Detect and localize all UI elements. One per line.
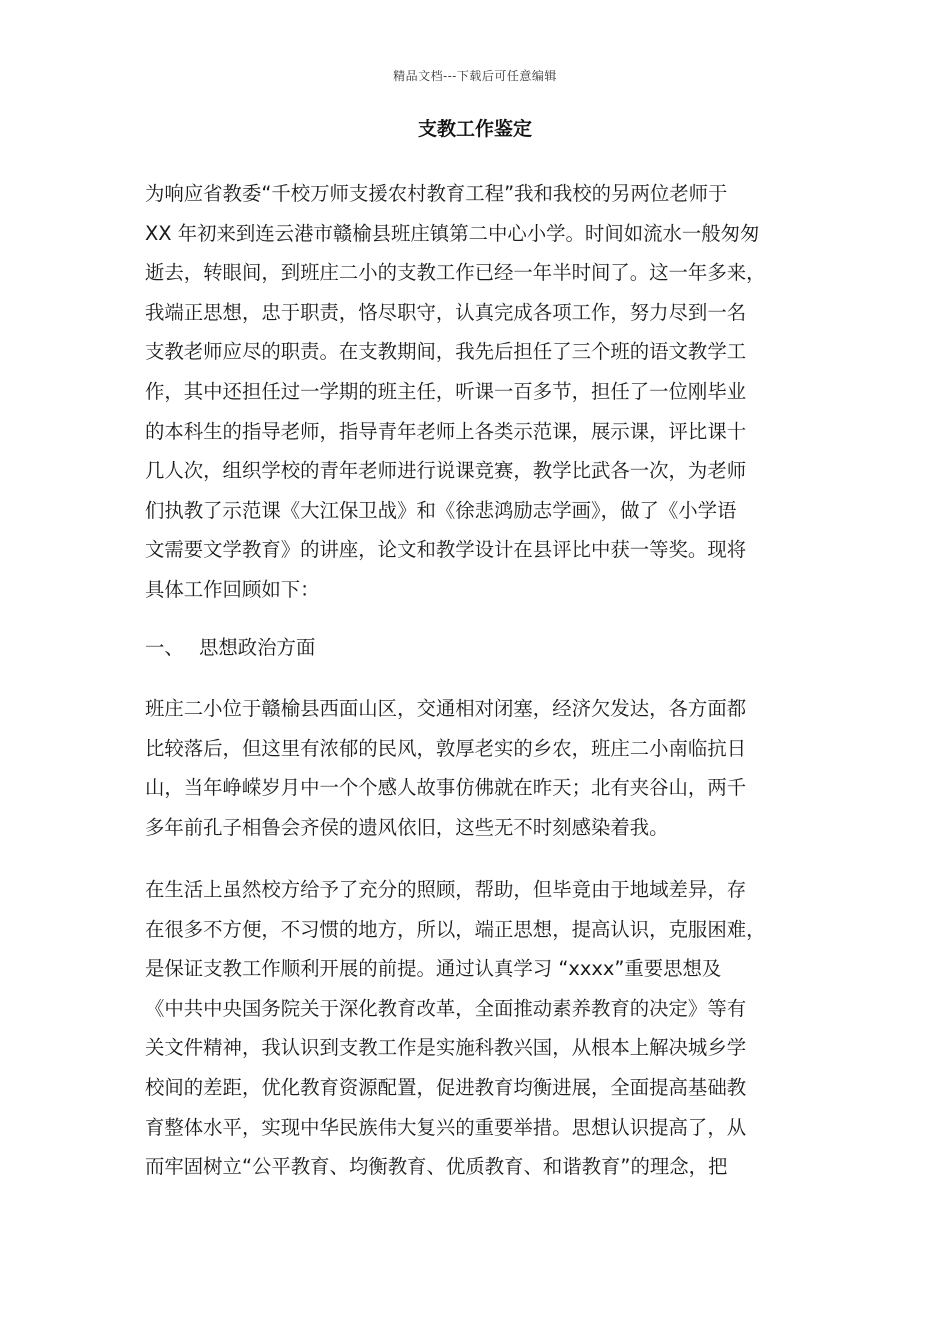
text-line: 《中共中央国务院关于深化教育改革，全面推动素养教育的决定》等有 bbox=[145, 996, 747, 1020]
section-number: 一、 bbox=[145, 636, 184, 659]
text-line: 的本科生的指导老师，指导青年老师上各类示范课，展示课，评比课十 bbox=[145, 419, 747, 443]
text-line: 育整体水平，实现中华民族伟大复兴的重要举措。思想认识提高了，从 bbox=[145, 1115, 747, 1139]
text-line: XX 年初来到连云港市赣榆县班庄镇第二中心小学。时间如流水一般匆匆 bbox=[145, 221, 760, 245]
paragraph-1 bbox=[145, 174, 805, 610]
text-line: 们执教了示范课《大江保卫战》和《徐悲鸿励志学画》，做了《小学语 bbox=[145, 498, 737, 522]
text-line: 文需要文学教育》的讲座，论文和教学设计在县评比中获一等奖。现将 bbox=[145, 538, 747, 562]
section-title: 思想政治方面 bbox=[199, 636, 316, 659]
text-line: 在很多不方便，不习惯的地方，所以，端正思想，提高认识，克服困难， bbox=[145, 917, 766, 941]
text-line: 比较落后，但这里有浓郁的民风，敦厚老实的乡农，班庄二小南临抗日 bbox=[145, 736, 747, 760]
text-line: 为响应省教委“千校万师支援农村教育工程”我和我校的另两位老师于 bbox=[145, 182, 728, 205]
text-line: 在生活上虽然校方给予了充分的照顾，帮助，但毕竟由于地域差异，存 bbox=[145, 878, 747, 901]
section-heading bbox=[145, 628, 315, 668]
text-line: 班庄二小位于赣榆县西面山区，交通相对闭塞，经济欠发达，各方面都 bbox=[145, 697, 747, 720]
paragraph-2 bbox=[145, 689, 805, 847]
text-line: 支教老师应尽的职责。在支教期间，我先后担任了三个班的语文教学工 bbox=[145, 340, 747, 364]
text-line: 具体工作回顾如下： bbox=[145, 577, 320, 601]
text-line: 校间的差距，优化教育资源配置，促进教育均衡进展，全面提高基础教 bbox=[145, 1075, 747, 1099]
header-note: 精品文档---下载后可任意编辑 bbox=[393, 69, 557, 83]
text-line: 关文件精神，我认识到支教工作是实施科教兴国，从根本上解决城乡学 bbox=[145, 1036, 747, 1060]
text-line: 作，其中还担任过一学期的班主任，听课一百多节，担任了一位刚毕业 bbox=[145, 379, 747, 403]
document-title: 支教工作鉴定 bbox=[417, 118, 532, 140]
text-line: 而牢固树立“公平教育、均衡教育、优质教育、和谐教育”的理念，把 bbox=[145, 1155, 728, 1179]
text-line: 几人次，组织学校的青年老师进行说课竞赛，教学比武各一次，为老师 bbox=[145, 459, 747, 483]
text-line: 我端正思想，忠于职责，恪尽职守，认真完成各项工作，努力尽到一名 bbox=[145, 300, 747, 324]
paragraph-3 bbox=[145, 870, 805, 1187]
text-line: 逝去，转眼间，到班庄二小的支教工作已经一年半时间了。这一年多来， bbox=[145, 261, 766, 285]
text-line: 山，当年峥嵘岁月中一个个感人故事仿佛就在昨天；北有夹谷山，两千 bbox=[145, 776, 747, 800]
text-line: 多年前孔子相鲁会齐侯的遗风依旧，这些无不时刻感染着我。 bbox=[145, 815, 669, 839]
text-line: 是保证支教工作顺利开展的前提。通过认真学习 “xxxx”重要思想及 bbox=[145, 957, 722, 981]
